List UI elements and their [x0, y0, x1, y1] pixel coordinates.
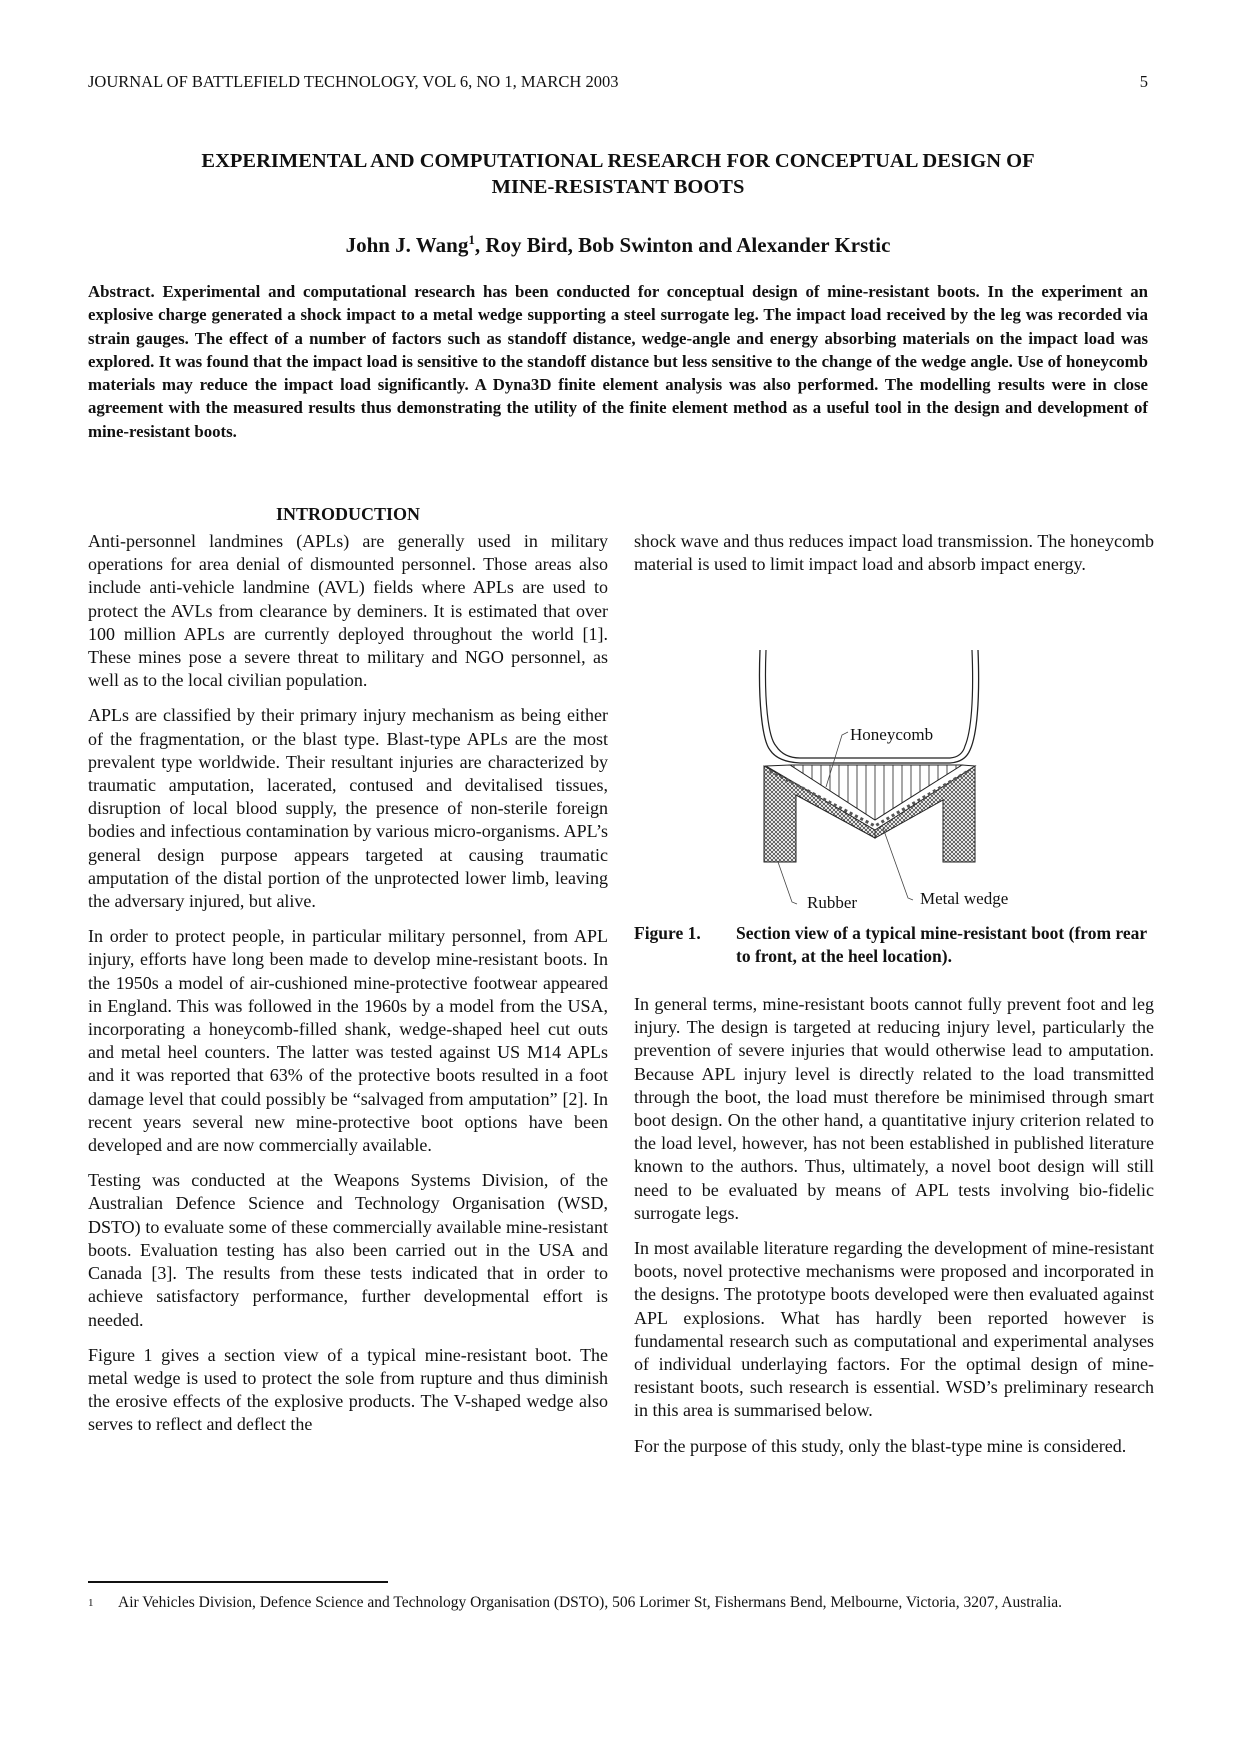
paragraph: shock wave and thus reduces impact load transmission. The honeycomb material is used to limit impact load and absorb impact energy. — [634, 531, 1154, 575]
footnote — [88, 1592, 1148, 1614]
title-line-2: MINE-RESISTANT BOOTS — [491, 176, 745, 198]
paragraph: APLs are classified by their primary injury mechanism as being either of the fragmentation, or the blast type. Blast-type APLs are the most prevalent type worldwide. Their resultant injuries are characterized by traumatic amputation, lacerated, contused and devitalised tissues, disruption of local blood supply, the presence of non-sterile foreign bodies and infectious contamination by various micro-organisms. APL’s general design purpose appears targeted at causing traumatic amputation of the distal portion of the unprotected lower limb, leaving the adversary injured, but alive. — [88, 705, 608, 912]
paragraph: Figure 1 gives a section view of a typical mine-resistant boot. The metal wedge is used to protect the sole from rupture and thus diminish the erosive effects of the explosive products. The V-shaped wedge also serves to reflect and deflect the — [88, 1344, 608, 1435]
caption-text: Section view of a typical mine-resistant boot (from rear to front, at the heel location). — [736, 923, 1147, 966]
other-authors: , Roy Bird, Bob Swinton and Alexander Krstic — [474, 233, 891, 257]
honeycomb-label: Honeycomb — [850, 725, 934, 744]
figure-1-caption — [634, 922, 1156, 968]
paragraph: Anti-personnel landmines (APLs) are generally used in military operations for area denial of dismounted personnel. Those areas also include anti-vehicle landmine (AVL) fields where APLs are used to protect the AVLs from clearance by deminers. It is estimated that over 100 million APLs are currently deployed throughout the world [1]. These mines pose a severe threat to military and NGO personnel, as well as to the local civilian population. — [88, 531, 608, 691]
running-header — [88, 72, 1148, 92]
page-number: 5 — [1139, 72, 1148, 91]
paragraph: In order to protect people, in particular military personnel, from APL injury, efforts have long been made to develop mine-resistant boots. In the 1950s a model of air-cushioned mine-protective footwear appeared in England. This was followed in the 1960s by a model from the USA, incorporating a honeycomb-filled shank, wedge-shaped heel cut outs and metal heel counters. The latter was tested against US M14 APLs and it was reported that 63% of the protective boots resulted in a foot damage level that could possibly be “salvaged from amputation” [2]. In recent years several new mine-protective boot options have been developed and are now commercially available. — [88, 926, 608, 1156]
footnote-text: Air Vehicles Division, Defence Science and Technology Organisation (DSTO), 506 Lorimer St, Fishermans Bend, Melbourne, Victoria, 3207, Australia. — [118, 1594, 1063, 1611]
footnote-mark: 1 — [88, 1597, 94, 1609]
abstract: Abstract. Experimental and computational research has been conducted for conceptual design of mine-resistant boots. In the experiment an explosive charge generated a shock impact to a metal wedge supporting a steel surrogate leg. The impact load received by the leg was recorded via strain gauges. The effect of a number of factors such as standoff distance, wedge-angle and energy absorbing materials on the impact load was explored. It was found that the impact load is sensitive to the standoff distance but less sensitive to the change of the wedge angle. Use of honeycomb materials may reduce the impact load significantly. A Dyna3D finite element analysis was also performed. The modelling results were in close agreement with the measured results thus demonstrating the utility of the finite element method as a useful tool in the design and development of mine-resistant boots. — [88, 282, 1148, 441]
footnote-divider — [88, 1581, 388, 1583]
first-author: John J. Wang — [345, 233, 469, 257]
paragraph: Testing was conducted at the Weapons Systems Division, of the Australian Defence Science and Technology Organisation (WSD, DSTO) to evaluate some of these commercially available mine-resistant boots. Evaluation testing has also been carried out in the USA and Canada [3]. The results from these tests indicated that in order to achieve satisfactory performance, further developmental effort is needed. — [88, 1170, 608, 1330]
title-line-1: EXPERIMENTAL AND COMPUTATIONAL RESEARCH FOR CONCEPTUAL DESIGN OF — [201, 150, 1035, 172]
author-list — [88, 232, 1148, 258]
section-heading-introduction: INTRODUCTION — [275, 504, 421, 524]
caption-label: Figure 1. — [634, 923, 701, 943]
metal-wedge-label: Metal wedge — [920, 889, 1009, 908]
paragraph: For the purpose of this study, only the blast-type mine is considered. — [634, 1435, 1127, 1456]
journal-name: JOURNAL OF BATTLEFIELD TECHNOLOGY, VOL 6, NO 1, MARCH 2003 — [88, 72, 619, 91]
paper-title — [88, 148, 1148, 200]
paragraph: In general terms, mine-resistant boots cannot fully prevent foot and leg injury. The design is targeted at reducing injury level, particularly the prevention of severe injuries that would otherwise lead to amputation. Because APL injury level is directly related to the load transmitted through the boot, the load must therefore be minimised through smart boot design. On the other hand, a quantitative injury criterion related to the load level, however, has not been established in published literature known to the authors. Thus, ultimately, a novel boot design will still need to be evaluated by means of APL tests involving bio-fidelic surrogate legs. — [634, 994, 1154, 1223]
rubber-label: Rubber — [807, 893, 858, 910]
right-column-top — [634, 530, 1154, 588]
figure-1-boot-section — [700, 640, 1050, 910]
paragraph: In most available literature regarding the development of mine-resistant boots, novel protective mechanisms were proposed and incorporated in the designs. The prototype boots developed were then evaluated against APL explosions. What has hardly been reported however is fundamental research such as computational and experimental analyses of individual underlaying factors. For the optimal design of mine-resistant boots, such research is essential. WSD’s preliminary research in this area is summarised below. — [634, 1238, 1154, 1421]
right-column-bottom — [634, 993, 1154, 1470]
left-column — [88, 530, 608, 1449]
affiliation-marker: 1 — [468, 232, 475, 247]
